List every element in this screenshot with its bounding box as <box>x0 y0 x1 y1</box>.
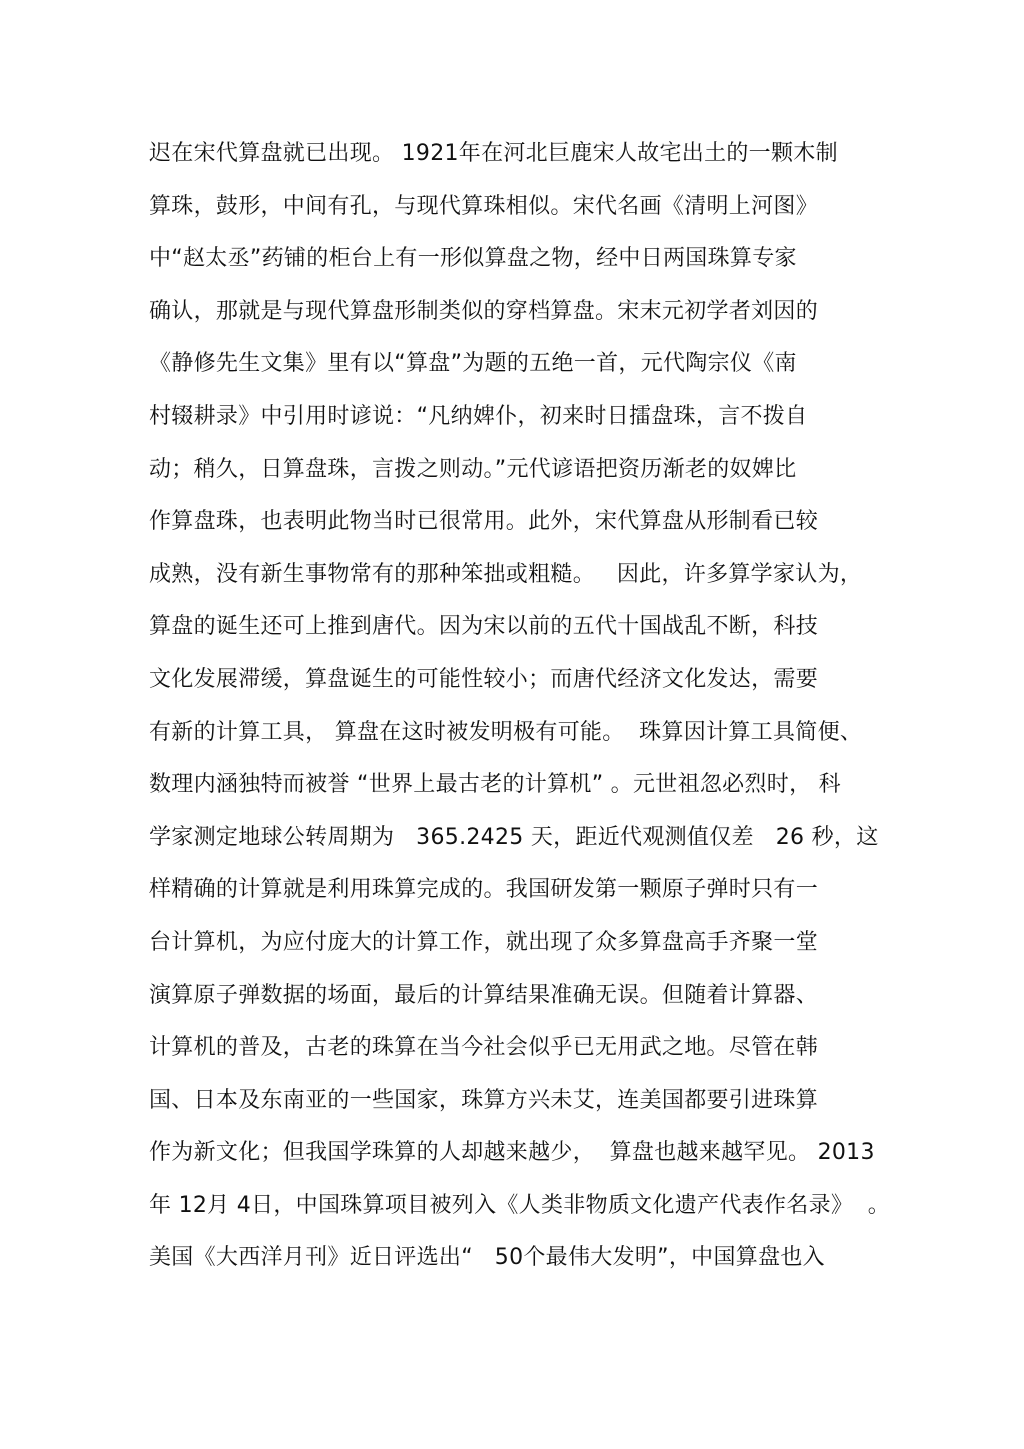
text-line-4: 确认，那就是与现代算盘形制类似的穿档算盘。宋末元初学者刘因的 <box>149 298 819 324</box>
text-line-2: 算珠，鼓形，中间有孔，与现代算珠相似。宋代名画《清明上河图》 <box>149 193 819 219</box>
text-line-19: 国、日本及东南亚的一些国家，珠算方兴未艾，连美国都要引进珠算 <box>149 1087 819 1113</box>
text-line-16: 台计算机，为应付庞大的计算工作，就出现了众多算盘高手齐聚一堂 <box>149 929 819 955</box>
text-line-9: 成熟，没有新生事物常有的那种笨拙或粗糙。 因此，许多算学家认为， <box>149 561 863 587</box>
text-line-13: 数理内涵独特而被誉 “世界上最古老的计算机” 。元世祖忽必烈时， 科 <box>149 772 841 798</box>
text-line-17: 演算原子弹数据的场面，最后的计算结果准确无误。但随着计算器、 <box>149 982 819 1008</box>
text-line-15: 样精确的计算就是利用珠算完成的。我国研发第一颗原子弹时只有一 <box>149 877 819 903</box>
text-line-11: 文化发展滞缓，算盘诞生的可能性较小；而唐代经济文化发达，需要 <box>149 666 819 692</box>
text-line-7: 动；稍久，日算盘珠，言拨之则动。”元代谚语把资历渐老的奴婢比 <box>149 456 797 482</box>
text-line-5: 《静修先生文集》里有以“算盘”为题的五绝一首，元代陶宗仪《南 <box>149 351 797 377</box>
text-line-1: 迟在宋代算盘就已出现。 1921年在河北巨鹿宋人故宅出土的一颗木制 <box>149 141 838 166</box>
text-line-20: 作为新文化；但我国学珠算的人却越来越少， 算盘也越来越罕见。 2013 <box>149 1140 875 1166</box>
text-line-6: 村辍耕录》中引用时谚说：“凡纳婢仆，初来时日擂盘珠，言不拨自 <box>149 403 808 429</box>
text-line-14: 学家测定地球公转周期为 365.2425 天，距近代观测值仅差 26 秒，这 <box>149 824 879 850</box>
text-line-12: 有新的计算工具， 算盘在这时被发明极有可能。 珠算因计算工具简便、 <box>149 719 863 745</box>
body-text <box>149 134 889 1291</box>
text-line-3: 中“赵太丞”药铺的柜台上有一形似算盘之物，经中日两国珠算专家 <box>149 246 797 272</box>
text-line-10: 算盘的诞生还可上推到唐代。因为宋以前的五代十国战乱不断，科技 <box>149 614 819 640</box>
text-line-22: 美国《大西洋月刊》近日评选出“ 50个最伟大发明”，中国算盘也入 <box>149 1245 825 1271</box>
text-line-8: 作算盘珠，也表明此物当时已很常用。此外，宋代算盘从形制看已较 <box>149 509 819 535</box>
text-line-21: 年 12月 4日，中国珠算项目被列入《人类非物质文化遗产代表作名录》 。 <box>149 1192 891 1218</box>
text-line-18: 计算机的普及，古老的珠算在当今社会似乎已无用武之地。尽管在韩 <box>149 1035 819 1061</box>
